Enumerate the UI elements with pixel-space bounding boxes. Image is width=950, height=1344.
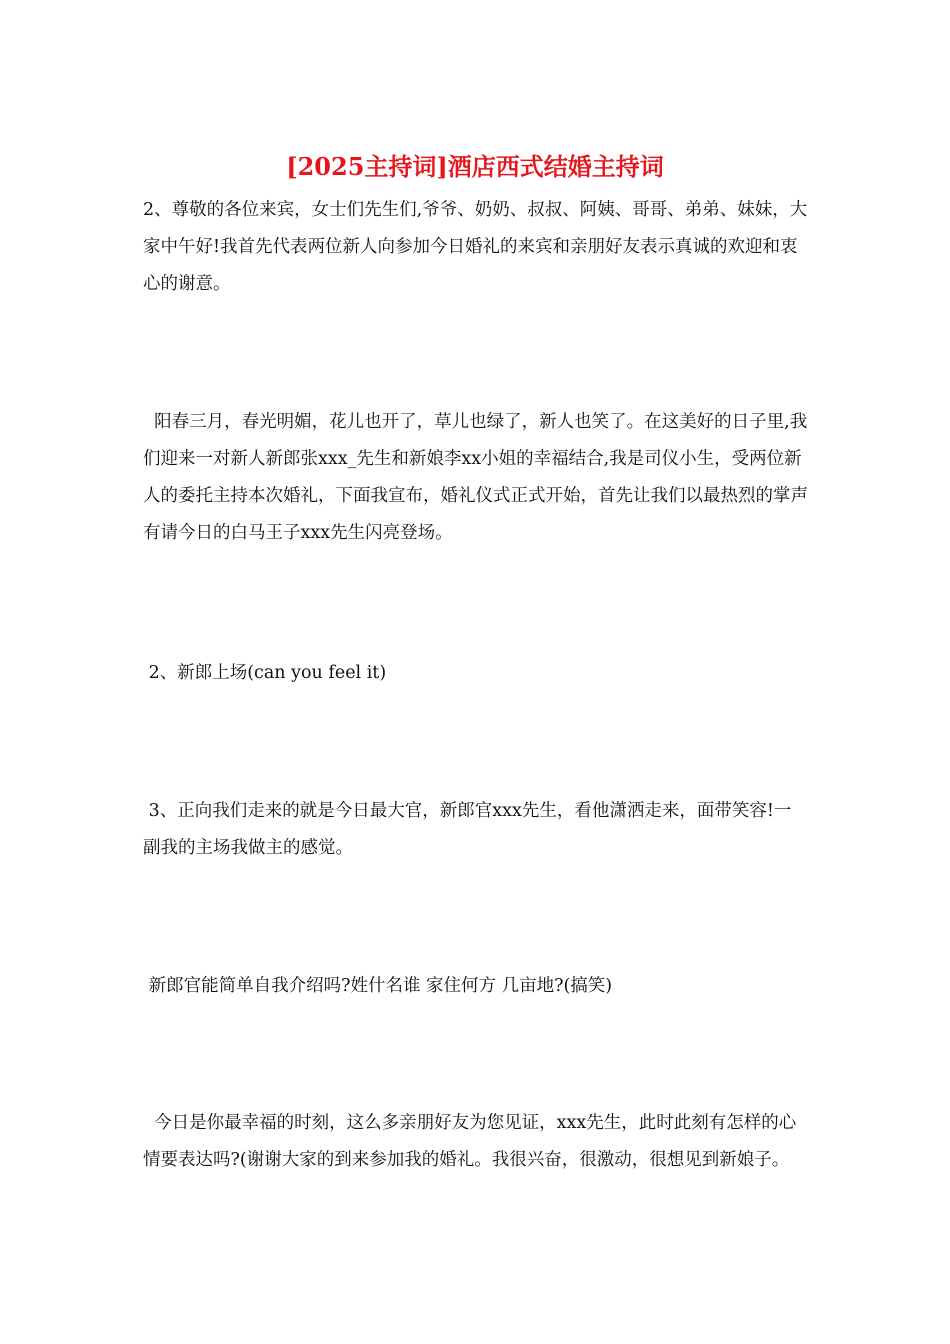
paragraph-groom-intro: 3、正向我们走来的就是今日最大官，新郎官xxx先生，看他潇洒走来，面带笑容!一副我的主场我做主的感觉。: [143, 801, 792, 858]
paragraph-opening: 阳春三月，春光明媚，花儿也开了，草儿也绿了，新人也笑了。在这美好的日子里,我们迎来一对新人新郎张xxx_先生和新娘李xx小姐的幸福结合,我是司仪小生，受两位新人的委托主持本次婚礼，下面我宣布，婚礼仪式正式开始，首先让我们以最热烈的掌声有请今日的白马王子xxx先生闪亮登场。: [143, 412, 808, 543]
paragraph-greeting: 2、尊敬的各位来宾，女士们先生们,爷爷、奶奶、叔叔、阿姨、哥哥、弟弟、妹妹，大家中午好!我首先代表两位新人向参加今日婚礼的来宾和亲朋好友表示真诚的欢迎和衷心的谢意。: [143, 200, 808, 294]
paragraph-happiest-moment: 今日是你最幸福的时刻，这么多亲朋好友为您见证，xxx先生，此时此刻有怎样的心情要表达吗?(谢谢大家的到来参加我的婚礼。我很兴奋，很激动，很想见到新娘子。: [143, 1113, 797, 1170]
document-title: [2025主持词]酒店西式结婚主持词: [286, 152, 664, 181]
paragraph-self-intro: 新郎官能简单自我介绍吗?姓什名谁 家住何方 几亩地?(搞笑): [143, 976, 613, 996]
paragraph-groom-entrance: 2、新郎上场(can you feel it): [143, 663, 387, 683]
